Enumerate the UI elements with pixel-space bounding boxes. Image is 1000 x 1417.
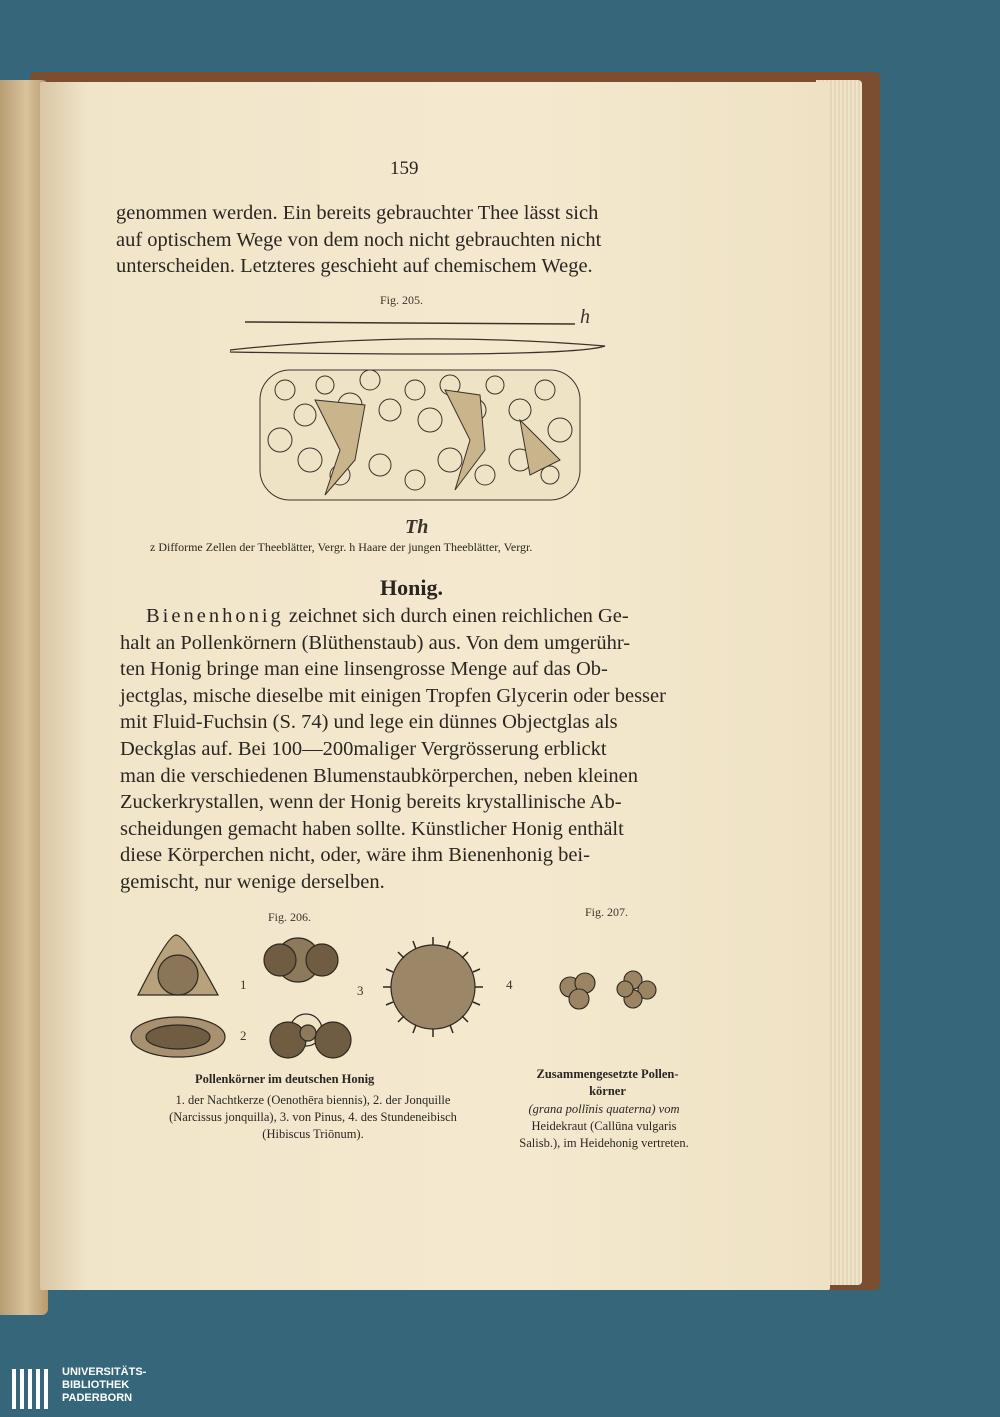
fig206-label: Fig. 206. (268, 910, 312, 924)
section-heading: Honig. (380, 575, 443, 600)
library-logo-text (62, 1366, 146, 1405)
caption-line: körner (589, 1084, 626, 1098)
text-line: mit Fluid-Fuchsin (S. 74) und lege ein dünnes Objectglas als (120, 711, 618, 734)
fig206-illustration (128, 925, 508, 1070)
text-line: genommen werden. Ein bereits gebrauchter Thee lässt sich (116, 202, 599, 224)
caption-line: (Hibiscus Triōnum). (262, 1127, 364, 1141)
fig205-caption: z Difforme Zellen der Theeblätter, Vergr. h Haare der jungen Theeblätter, Vergr. (150, 540, 533, 554)
text-line: gemischt, nur wenige derselben. (120, 870, 385, 893)
caption-line: (grana pollĭnis quaterna) vom (528, 1102, 680, 1116)
text-line (120, 603, 702, 630)
fig205-label: Fig. 205. (380, 293, 424, 307)
text-fragment: zeichnet sich durch einen reichlichen Ge- (283, 605, 629, 627)
text-line: scheidungen gemacht haben sollte. Künstlicher Honig enthält (120, 817, 624, 840)
text-line: ten Honig bringe man eine linsengrosse Menge auf das Ob- (120, 658, 608, 681)
text-line: unterscheiden. Letzteres geschieht auf chemischem Wege. (116, 255, 593, 278)
caption-line: 1. der Nachtkerze (Oenothēra biennis), 2. der Jonquille (175, 1093, 451, 1107)
fig205-th-label: Th (405, 516, 429, 538)
honig-paragraph (120, 603, 702, 896)
intro-paragraph (116, 200, 702, 280)
fig207-label: Fig. 207. (585, 905, 629, 919)
logo-line: UNIVERSITÄTS- (62, 1366, 147, 1378)
fig205-illustration (230, 310, 610, 510)
caption-line: Heidekraut (Callūna vulgaris (531, 1119, 677, 1133)
text-line: auf optischem Wege von dem noch nicht gebrauchten nicht (116, 228, 602, 251)
text-line: man die verschiedenen Blumenstaubkörperchen, neben kleinen (120, 764, 639, 787)
fig206-title: Pollenkörner im deutschen Honig (195, 1072, 375, 1086)
logo-line: BIBLIOTHEK (62, 1379, 130, 1391)
fig206-number-3: 3 (357, 983, 364, 998)
fig205-h-label: h (580, 306, 590, 328)
fig207-illustration (555, 965, 665, 1015)
fig207-title (505, 1066, 710, 1100)
fig206-number-2: 2 (240, 1028, 247, 1043)
logo-line: PADERBORN (62, 1392, 133, 1404)
caption-line: Zusammengesetzte Pollen- (536, 1067, 679, 1081)
text-line: diese Körperchen nicht, oder, wäre ihm Bienenhonig bei- (120, 844, 590, 867)
lead-word: Bienenhonig (146, 605, 284, 627)
text-line: Deckglas auf. Bei 100—200maliger Vergrösserung erblickt (120, 737, 607, 760)
text-line: Zuckerkrystallen, wenn der Honig bereits krystallinische Ab- (120, 791, 622, 814)
page-number: 159 (390, 158, 419, 179)
fig206-number-4: 4 (506, 977, 513, 992)
caption-line: Salisb.), im Heidehonig vertreten. (519, 1136, 689, 1150)
library-logo-icon (12, 1369, 52, 1413)
fig207-caption (498, 1101, 710, 1152)
text-line: halt an Pollenkörnern (Blüthenstaub) aus. Von dem umgerühr- (120, 631, 631, 654)
footer-bar (0, 1366, 1000, 1417)
fig206-number-1: 1 (240, 977, 247, 992)
fig206-caption (128, 1092, 498, 1143)
text-line: jectglas, mische dieselbe mit einigen Tropfen Glycerin oder besser (120, 684, 666, 707)
caption-line: (Narcissus jonquilla), 3. von Pinus, 4. des Stundeneibisch (169, 1110, 457, 1124)
